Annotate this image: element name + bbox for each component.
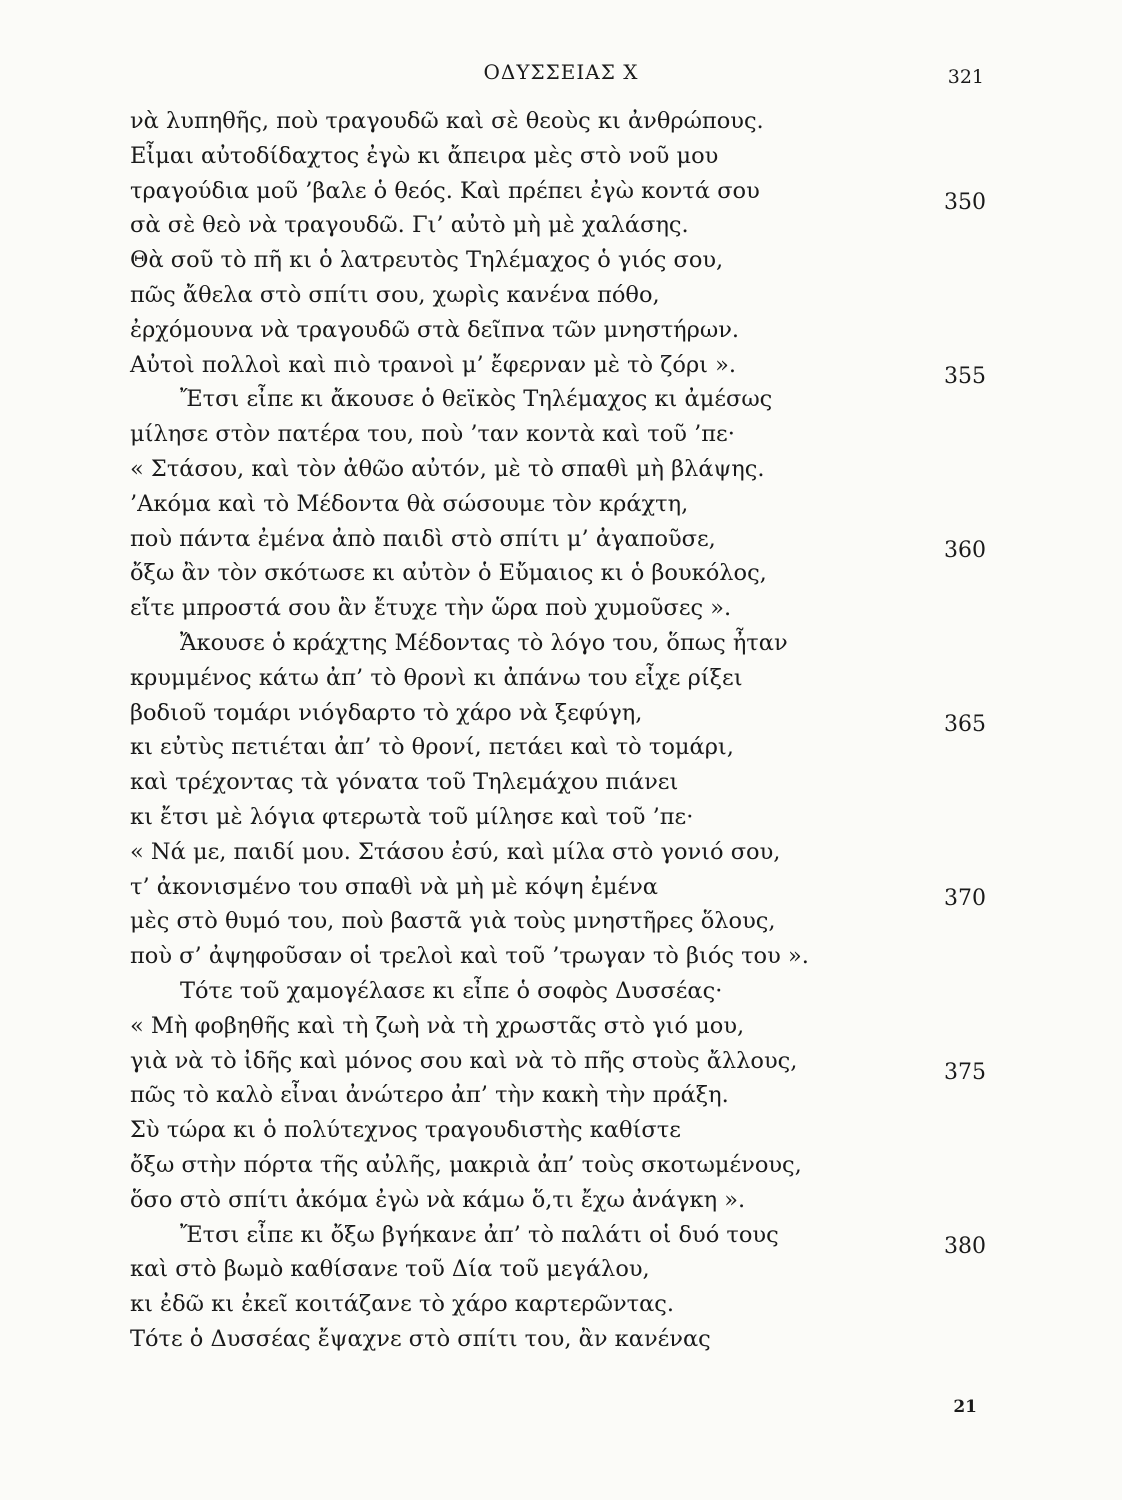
verse-line [130, 1044, 990, 1085]
verse-text: Τότε ὁ Δυσσέας ἔψαχνε στὸ σπίτι του, ἂν κανένας [130, 1325, 711, 1352]
verse-line [130, 1322, 990, 1357]
verse-line [130, 974, 990, 1009]
verse-text: ὄξω στὴν πόρτα τῆς αὐλῆς, μακριὰ ἀπ’ τοὺς σκοτωμένους, [130, 1151, 802, 1178]
verse-text: ἐρχόμουνα νὰ τραγουδῶ στὰ δεῖπνα τῶν μνηστήρων. [130, 316, 740, 343]
verse-text: Ἔτσι εἶπε κι ἄκουσε ὁ θεϊκὸς Τηλέμαχος κι ἀμέσως [180, 386, 773, 413]
line-number: 380 [944, 1233, 986, 1259]
verse-line [130, 556, 990, 591]
verse-line [130, 1183, 990, 1218]
verse-text: καὶ τρέχοντας τὰ γόνατα τοῦ Τηλεμάχου πιάνει [130, 769, 679, 796]
verse-text: « Μὴ φοβηθῆς καὶ τὴ ζωὴ νὰ τὴ χρωστᾶς στὸ γιό μου, [130, 1012, 745, 1039]
verse-text: κι ἐδῶ κι ἐκεῖ κοιτάζανε τὸ χάρο καρτερῶντας. [130, 1291, 675, 1318]
verse-text: « Νά με, παιδί μου. Στάσου ἐσύ, καὶ μίλα στὸ γονιό σου, [130, 838, 781, 865]
verse-text: Εἶμαι αὐτοδίδαχτος ἐγὼ κι ἄπειρα μὲς στὸ νοῦ μου [130, 142, 719, 169]
verse-text: καὶ στὸ βωμὸ καθίσανε τοῦ Δία τοῦ μεγάλου, [130, 1256, 650, 1283]
verse-text: σὰ σὲ θεὸ νὰ τραγουδῶ. Γι’ αὐτὸ μὴ μὲ χαλάσης. [130, 212, 689, 239]
verse-text: μὲς στὸ θυμό του, ποὺ βαστᾶ γιὰ τοὺς μνηστῆρες ὅλους, [130, 908, 776, 935]
verse-line [130, 591, 990, 626]
verse-text: πῶς ἄθελα στὸ σπίτι σου, χωρὶς κανένα πόθο, [130, 281, 660, 308]
verse-line [130, 835, 990, 870]
line-number: 360 [944, 537, 986, 563]
verse-line [130, 730, 990, 765]
verse-text: μίλησε στὸν πατέρα του, ποὺ ’ταν κοντὰ καὶ τοῦ ’πε· [130, 421, 735, 448]
verse-line [130, 626, 990, 661]
printer-signature-mark: 21 [953, 1397, 977, 1417]
verse-line [130, 661, 990, 696]
line-number: 355 [944, 363, 986, 389]
verse-text: ’Ακόμα καὶ τὸ Μέδοντα θὰ σώσουμε τὸν κράχτη, [130, 490, 689, 517]
verse-line [130, 278, 990, 313]
verse-line [130, 800, 990, 835]
verse-line [130, 1287, 990, 1322]
verse-text: βοδιοῦ τομάρι νιόγδαρτο τὸ χάρο νὰ ξεφύγη, [130, 699, 643, 726]
verse-line [130, 522, 990, 563]
verse-line [130, 313, 990, 348]
verse-text: νὰ λυπηθῆς, ποὺ τραγουδῶ καὶ σὲ θεοὺς κι ἀνθρώπους. [130, 108, 764, 134]
verse-text: « Στάσου, καὶ τὸν ἀθῶο αὐτόν, μὲ τὸ σπαθὶ μὴ βλάψης. [130, 455, 765, 482]
verse-line [130, 765, 990, 800]
verse-line [130, 417, 990, 452]
verse-line [130, 904, 990, 939]
verse-line [130, 208, 990, 243]
verse-line [130, 139, 990, 174]
running-header-title: ΟΔΥΣΣΕΙΑΣ Χ [483, 60, 639, 84]
verse-line [130, 382, 990, 417]
verse-text: Τότε τοῦ χαμογέλασε κι εἶπε ὁ σοφὸς Δυσσέας· [180, 977, 723, 1004]
verse-text: κι ἔτσι μὲ λόγια φτερωτὰ τοῦ μίλησε καὶ τοῦ ’πε· [130, 803, 694, 830]
verse-line [130, 487, 990, 522]
verse-line [130, 1078, 990, 1113]
verse-text: τραγούδια μοῦ ’βαλε ὁ θεός. Καὶ πρέπει ἐγὼ κοντά σου [130, 177, 760, 204]
verse-line [130, 243, 990, 278]
verse-line [130, 696, 990, 737]
verse-text: Ἔτσι εἶπε κι ὄξω βγήκανε ἀπ’ τὸ παλάτι οἱ δυό τους [180, 1221, 779, 1248]
verse-text: Αὐτοὶ πολλοὶ καὶ πιὸ τρανοὶ μ’ ἔφερναν μὲ τὸ ζόρι ». [130, 351, 737, 378]
verse-line [130, 870, 990, 911]
verse-text: τ’ ἀκονισμένο του σπαθὶ νὰ μὴ μὲ κόψη ἐμένα [130, 873, 658, 900]
verse-text: Σὺ τώρα κι ὁ πολύτεχνος τραγουδιστὴς καθίστε [130, 1117, 681, 1144]
line-number: 365 [944, 711, 986, 737]
verse-text: ὄξω ἂν τὸν σκότωσε κι αὐτὸν ὁ Εὔμαιος κι ὁ βουκόλος, [130, 560, 767, 587]
verse-text: πῶς τὸ καλὸ εἶναι ἀνώτερο ἀπ’ τὴν κακὴ τὴν πράξη. [130, 1082, 729, 1109]
line-number: 370 [944, 885, 986, 911]
verse-text: ποὺ πάντα ἐμένα ἀπὸ παιδὶ στὸ σπίτι μ’ ἀγαποῦσε, [130, 525, 716, 552]
verse-text: κρυμμένος κάτω ἀπ’ τὸ θρονὶ κι ἀπάνω του εἶχε ρίξει [130, 664, 743, 691]
verse-text: Θὰ σοῦ τὸ πῆ κι ὁ λατρευτὸς Τηλέμαχος ὁ γιός σου, [130, 247, 724, 274]
verse-line [130, 939, 990, 974]
verse-text: εἴτε μπροστά σου ἂν ἔτυχε τὴν ὥρα ποὺ χυμοῦσες ». [130, 595, 732, 622]
verse-line [130, 452, 990, 487]
verse-text: Ἄκουσε ὁ κράχτης Μέδοντας τὸ λόγο του, ὅπως ἦταν [180, 629, 788, 656]
verse-text: κι εὐτὺς πετιέται ἀπ’ τὸ θρονί, πετάει καὶ τὸ τομάρι, [130, 734, 734, 761]
verse-line [130, 1252, 990, 1287]
verse-line [130, 174, 990, 215]
verse-line [130, 104, 990, 139]
verse-line [130, 1148, 990, 1183]
verse-line [130, 1113, 990, 1148]
verse-line [130, 348, 990, 389]
verse-text: ὅσο στὸ σπίτι ἀκόμα ἐγὼ νὰ κάμω ὅ,τι ἔχω ἀνάγκη ». [130, 1186, 746, 1213]
verse-text: ποὺ σ’ ἀψηφοῦσαν οἱ τρελοὶ καὶ τοῦ ’τρωγαν τὸ βιός του ». [130, 943, 809, 970]
verse-text: γιὰ νὰ τὸ ἰδῆς καὶ μόνος σου καὶ νὰ τὸ πῆς στοὺς ἄλλους, [130, 1047, 798, 1074]
line-number: 375 [944, 1059, 986, 1085]
poem-text [130, 104, 990, 1357]
page-number: 321 [947, 66, 984, 88]
verse-line [130, 1009, 990, 1044]
line-number: 350 [944, 189, 986, 215]
verse-line [130, 1218, 990, 1259]
